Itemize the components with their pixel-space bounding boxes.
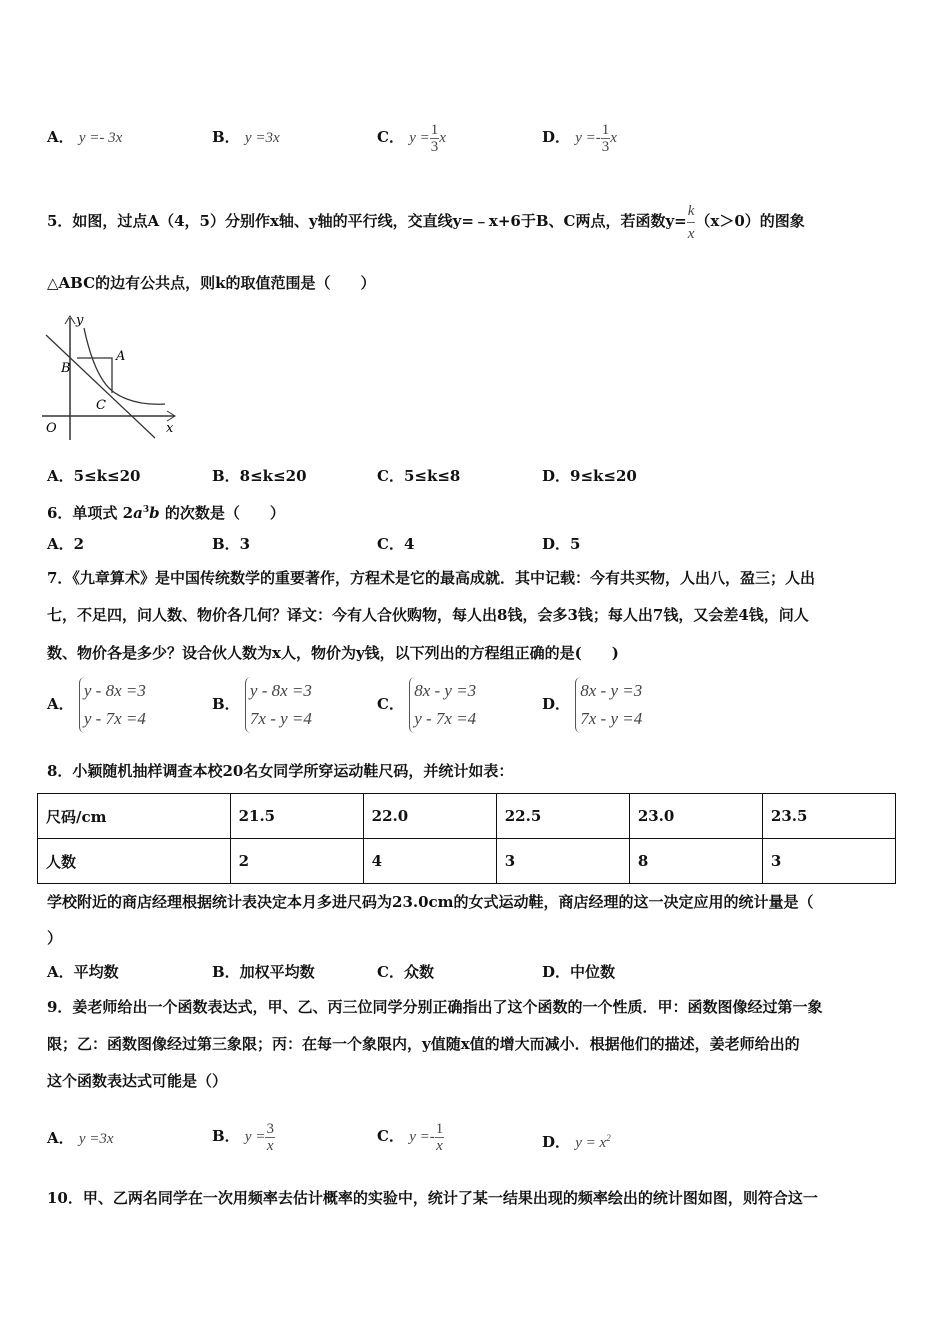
q4-option-d bbox=[542, 110, 617, 165]
exponent: 2 bbox=[606, 1133, 611, 1143]
option-expr: y =3x bbox=[244, 130, 280, 146]
q5-option-b: B．8≤k≤20 bbox=[212, 467, 307, 485]
option-label: B． bbox=[212, 128, 240, 146]
option-label: D． bbox=[542, 1133, 571, 1151]
option-label: D． bbox=[542, 695, 571, 713]
q4-option-c bbox=[377, 110, 446, 165]
shoe-size-table bbox=[37, 793, 896, 884]
numerator: 1 bbox=[435, 1120, 444, 1137]
denominator: 3 bbox=[430, 138, 439, 155]
q5-option-a: A．5≤k≤20 bbox=[47, 467, 141, 485]
expr-prefix: y = bbox=[244, 1129, 266, 1145]
option-label: C． bbox=[377, 1127, 404, 1145]
equation-1: 8x - y =3 bbox=[580, 681, 643, 700]
q5-option-c: C．5≤k≤8 bbox=[377, 467, 461, 485]
q9-question-line3: 这个函数表达式可能是（） bbox=[47, 1072, 228, 1090]
q10-question: 10．甲、乙两名同学在一次用频率去估计概率的实验中，统计了某一结果出现的频率绘出的统计图如图，则符合这一 bbox=[47, 1189, 818, 1207]
equation-2: 7x - y =4 bbox=[580, 709, 643, 728]
q7-question-line3: 数、物价各是多少？设合伙人数为x人，物价为y钱，以下列出的方程组正确的是( ) bbox=[47, 644, 619, 662]
option-label: A． bbox=[47, 128, 74, 146]
label-x: x bbox=[166, 421, 174, 436]
table-cell: 尺码/cm bbox=[38, 794, 231, 839]
q9-option-c bbox=[377, 1106, 444, 1167]
fraction bbox=[265, 1121, 275, 1154]
option-expr: y = x bbox=[575, 1135, 607, 1151]
q4-option-b bbox=[212, 127, 280, 148]
numerator: 3 bbox=[266, 1120, 274, 1137]
option-label: D． bbox=[542, 128, 571, 146]
q6-option-b: B．3 bbox=[212, 535, 251, 553]
q9-option-b bbox=[212, 1106, 275, 1167]
denominator: x bbox=[266, 1137, 274, 1154]
question-text: 的次数是（ ） bbox=[159, 504, 285, 522]
q9-question-line2: 限；乙：函数图像经过第三象限；丙：在每一个象限内，y值随x值的增大而减小．根据他们的描述，姜老师给出的 bbox=[47, 1035, 800, 1053]
option-expr: y =3x bbox=[78, 1131, 114, 1147]
denominator: x bbox=[687, 225, 695, 242]
q8-question: 8．小颖随机抽样调查本校20名女同学所穿运动鞋尺码，并统计如表： bbox=[47, 762, 514, 780]
q7-option-a bbox=[47, 674, 146, 734]
table-row bbox=[38, 794, 896, 839]
q5-figure bbox=[40, 310, 180, 445]
table-cell: 23.5 bbox=[762, 794, 895, 839]
question-text: 5．如图，过点A（4，5）分别作x轴、y轴的平行线，交直线y=﹣x+6于B、C两点，若函数y= bbox=[47, 212, 687, 230]
q7-option-c bbox=[377, 674, 476, 734]
expr-prefix: y = bbox=[409, 130, 430, 146]
equation-system bbox=[575, 677, 642, 733]
q8-question-cont2: ） bbox=[47, 929, 63, 947]
fraction bbox=[435, 1121, 445, 1154]
label-b: B bbox=[61, 361, 71, 376]
equation-1: 8x - y =3 bbox=[414, 681, 477, 700]
table-cell: 4 bbox=[363, 839, 496, 884]
label-y: y bbox=[76, 313, 84, 328]
fraction bbox=[601, 122, 611, 155]
table-cell: 人数 bbox=[38, 839, 231, 884]
option-label: A． bbox=[47, 1129, 74, 1147]
equation-2: y - 7x =4 bbox=[414, 709, 477, 728]
q8-option-c: C．众数 bbox=[377, 963, 434, 981]
expr-prefix: y =- bbox=[575, 130, 601, 146]
q4-option-a bbox=[47, 127, 122, 148]
fraction bbox=[430, 122, 440, 155]
q6-option-a: A．2 bbox=[47, 535, 85, 553]
q7-option-d bbox=[542, 674, 642, 734]
table-cell: 22.5 bbox=[496, 794, 629, 839]
numerator: 1 bbox=[601, 121, 610, 138]
table-cell: 22.0 bbox=[363, 794, 496, 839]
label-a: A bbox=[116, 349, 126, 364]
denominator: 3 bbox=[601, 138, 610, 155]
line-bc bbox=[46, 335, 155, 438]
numerator: k bbox=[687, 200, 696, 223]
option-label: B． bbox=[212, 1127, 240, 1145]
q8-question-cont: 学校附近的商店经理根据统计表决定本月多进尺码为23.0cm的女式运动鞋，商店经理的这一决定应用的统计量是（ bbox=[47, 893, 814, 911]
table-row bbox=[38, 839, 896, 884]
table-cell: 8 bbox=[629, 839, 762, 884]
var-b: b bbox=[149, 504, 160, 522]
q9-option-a bbox=[47, 1128, 114, 1149]
option-label: A． bbox=[47, 695, 74, 713]
hyperbola-curve bbox=[84, 328, 165, 404]
question-text: （x＞0）的图象 bbox=[695, 212, 805, 230]
option-expr: y =- 3x bbox=[78, 130, 123, 146]
equation-1: y - 8x =3 bbox=[249, 681, 312, 700]
q5-option-d: D．9≤k≤20 bbox=[542, 467, 637, 485]
q5-question-line2: △ABC的边有公共点，则k的取值范围是（ ） bbox=[47, 274, 376, 292]
equation-2: 7x - y =4 bbox=[249, 709, 312, 728]
expr-prefix: y =- bbox=[409, 1129, 435, 1145]
equation-system bbox=[79, 677, 146, 733]
label-c: C bbox=[96, 398, 106, 413]
q9-question-line1: 9．姜老师给出一个函数表达式，甲、乙、丙三位同学分别正确指出了这个函数的一个性质．甲：函数图像经过第一象 bbox=[47, 998, 823, 1016]
q8-option-b: B．加权平均数 bbox=[212, 963, 315, 981]
q7-question-line1: 7．《九章算术》是中国传统数学的重要著作，方程术是它的最高成就．其中记载：今有共买物，人出八，盈三；人出 bbox=[47, 569, 815, 587]
option-label: C． bbox=[377, 128, 404, 146]
q6-option-c: C．4 bbox=[377, 535, 415, 553]
q7-question-line2: 七，不足四，问人数、物价各几何？译文：今有人合伙购物，每人出8钱，会多3钱；每人出7钱，又会差4钱，问人 bbox=[47, 606, 809, 624]
table-cell: 21.5 bbox=[230, 794, 363, 839]
q8-option-a: A．平均数 bbox=[47, 963, 119, 981]
q6-option-d: D．5 bbox=[542, 535, 581, 553]
q7-option-b bbox=[212, 674, 312, 734]
expr-suffix: x bbox=[610, 130, 617, 146]
q9-option-d bbox=[542, 1128, 611, 1153]
table-cell: 2 bbox=[230, 839, 363, 884]
label-o: O bbox=[46, 421, 57, 436]
expr-suffix: x bbox=[439, 130, 446, 146]
table-cell: 3 bbox=[762, 839, 895, 884]
denominator: x bbox=[436, 1137, 443, 1154]
q8-option-d: D．中位数 bbox=[542, 963, 616, 981]
option-label: B． bbox=[212, 695, 240, 713]
question-text: 6．单项式 2 bbox=[47, 504, 134, 522]
q5-question bbox=[47, 186, 805, 256]
table-cell: 3 bbox=[496, 839, 629, 884]
var-a: a bbox=[133, 504, 143, 522]
equation-2: y - 7x =4 bbox=[83, 709, 146, 728]
exponent: 3 bbox=[142, 505, 150, 515]
q6-question bbox=[47, 500, 285, 523]
equation-system bbox=[409, 677, 476, 733]
numerator: 1 bbox=[430, 121, 439, 138]
option-label: C． bbox=[377, 695, 404, 713]
equation-1: y - 8x =3 bbox=[83, 681, 146, 700]
equation-system bbox=[245, 677, 312, 733]
table-cell: 23.0 bbox=[629, 794, 762, 839]
